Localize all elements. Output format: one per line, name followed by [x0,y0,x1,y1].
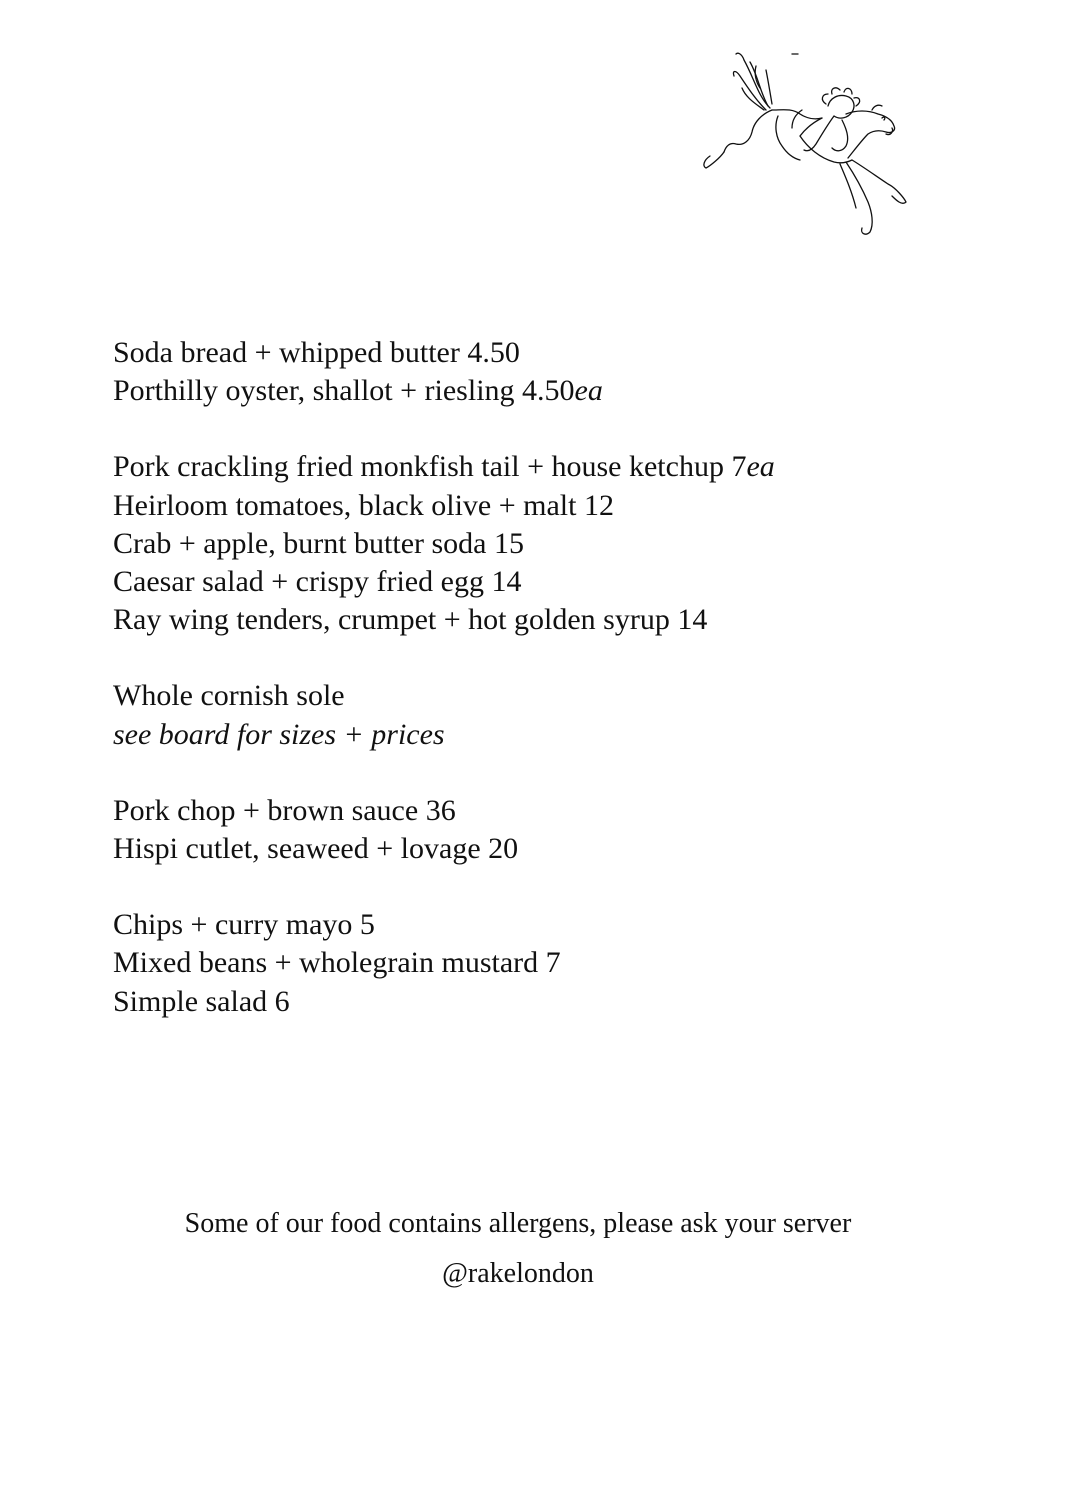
item-name: Hispi cutlet, seaweed + lovage [113,832,481,866]
social-handle: @rakelondon [442,1258,594,1289]
item-name: Whole cornish sole [113,679,345,713]
menu-section-mains [113,792,1013,868]
menu-item-note: see board for sizes + prices [113,717,445,751]
menu-item [113,334,1013,372]
item-price: 7 [545,946,561,980]
item-price: 6 [274,984,290,1018]
menu-item [113,906,1013,944]
menu-section-fish [113,677,1013,753]
item-price: 12 [583,488,614,522]
menu-item [113,792,1013,830]
item-unit: ea [746,450,775,484]
item-name: Ray wing tenders, crumpet + hot golden syrup [113,603,670,637]
item-name: Caesar salad + crispy fried egg [113,565,484,599]
item-name: Heirloom tomatoes, black olive + malt [113,488,577,522]
menu-item [113,830,1013,868]
item-name: Porthilly oyster, shallot + riesling [113,374,515,408]
menu-item [113,372,1013,410]
item-name: Simple salad [113,984,268,1018]
item-unit: ea [574,374,603,408]
rider-on-horse-logo [696,48,916,240]
item-name: Pork crackling fried monkfish tail + house ketchup [113,450,724,484]
menu-section-snacks [113,334,1013,410]
menu-section-starters [113,448,1013,639]
allergen-notice: Some of our food contains allergens, please ask your server [184,1208,852,1239]
item-price: 14 [491,565,522,599]
item-price: 15 [494,526,524,560]
item-name: Chips + curry mayo [113,908,353,942]
menu [113,334,1013,1059]
menu-item [113,563,1013,601]
menu-item [113,944,1013,982]
menu-item [113,448,1013,486]
menu-item [113,525,1013,563]
menu-section-sides [113,906,1013,1021]
menu-item [113,601,1013,639]
item-price: 4.50 [467,336,520,369]
item-price: 7 [731,450,747,484]
item-price: 36 [425,793,456,827]
item-price: 14 [677,603,708,637]
item-price: 5 [359,908,375,942]
item-name: Mixed beans + wholegrain mustard [113,946,539,980]
menu-item [113,487,1013,525]
item-price: 4.50 [522,374,575,408]
item-name: Soda bread + whipped butter [113,336,460,369]
menu-item [113,677,1013,715]
item-name: Crab + apple, burnt butter soda [113,526,487,560]
item-name: Pork chop + brown sauce [113,793,419,827]
item-price: 20 [488,832,519,866]
menu-item [113,983,1013,1021]
